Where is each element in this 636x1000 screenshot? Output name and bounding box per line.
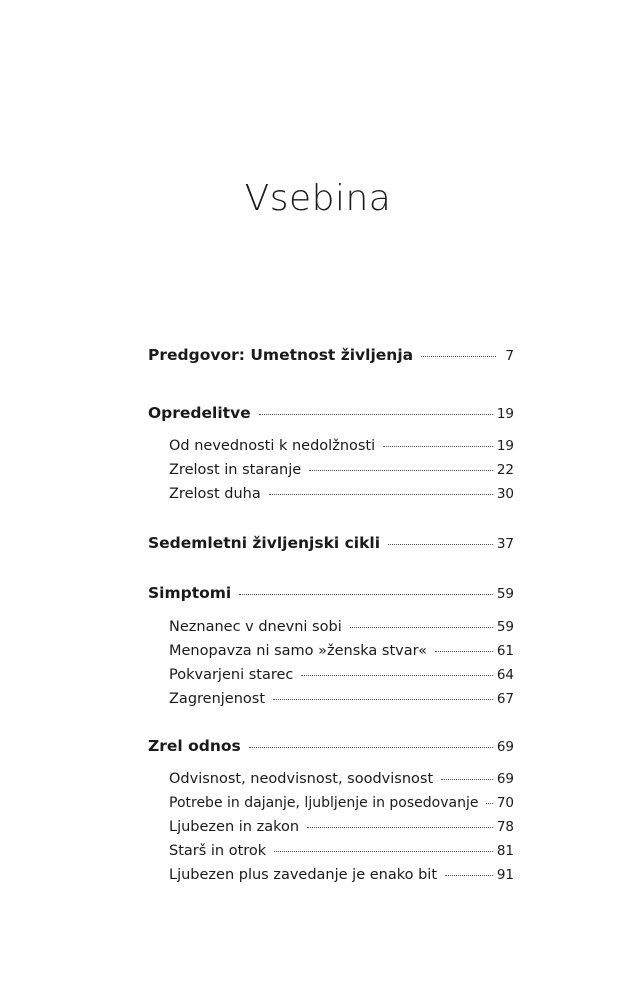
toc-section-label: Simptomi bbox=[148, 584, 232, 602]
toc-page-number: 19 bbox=[496, 438, 514, 454]
toc-section-label: Opredelitve bbox=[148, 404, 251, 422]
toc-item bbox=[169, 795, 514, 811]
toc-item-label: Starš in otrok bbox=[169, 843, 267, 859]
dot-leader bbox=[273, 699, 493, 700]
dot-leader bbox=[383, 446, 493, 447]
toc-section-opredelitve bbox=[148, 404, 514, 422]
toc-section-label: Zrel odnos bbox=[148, 737, 241, 755]
toc-item bbox=[169, 691, 514, 707]
toc-section-label: Predgovor: Umetnost življenja bbox=[148, 346, 414, 364]
dot-leader bbox=[435, 651, 493, 652]
toc-page-number: 78 bbox=[496, 819, 514, 835]
dot-leader bbox=[441, 779, 493, 780]
toc-item-label: Zrelost in staranje bbox=[169, 462, 302, 478]
dot-leader bbox=[269, 494, 493, 495]
toc-page-number: 37 bbox=[496, 536, 514, 552]
toc-item bbox=[169, 819, 514, 835]
toc-item-label: Pokvarjeni starec bbox=[169, 667, 294, 683]
dot-leader bbox=[445, 875, 493, 876]
toc-section-predgovor bbox=[148, 346, 514, 364]
toc-page-number: 59 bbox=[496, 586, 514, 602]
toc-section-simptomi bbox=[148, 584, 514, 602]
page-title: Vsebina bbox=[244, 178, 392, 219]
toc-item-label: Potrebe in dajanje, ljubljenje in posedovanje bbox=[169, 795, 479, 811]
toc-page-number: 61 bbox=[496, 643, 514, 659]
toc-page-number: 30 bbox=[496, 486, 514, 502]
dot-leader bbox=[301, 675, 492, 676]
toc-page-number: 64 bbox=[496, 667, 514, 683]
toc-page-number: 81 bbox=[496, 843, 514, 859]
toc-item-label: Zrelost duha bbox=[169, 486, 261, 502]
toc-item bbox=[169, 619, 514, 635]
toc-page-number: 22 bbox=[496, 462, 514, 478]
dot-leader bbox=[388, 544, 493, 545]
toc-page-number: 19 bbox=[496, 406, 514, 422]
toc-item bbox=[169, 643, 514, 659]
toc-page-number: 67 bbox=[496, 691, 514, 707]
toc-page-number: 70 bbox=[496, 795, 514, 811]
toc-item-label: Zagrenjenost bbox=[169, 691, 266, 707]
toc-page-number: 7 bbox=[505, 348, 514, 364]
toc-item bbox=[169, 438, 514, 454]
toc-item bbox=[169, 867, 514, 883]
dot-leader bbox=[309, 470, 493, 471]
dot-leader bbox=[307, 827, 493, 828]
toc-item bbox=[169, 771, 514, 787]
toc-section-sedemletni bbox=[148, 534, 514, 552]
toc-item-label: Menopavza ni samo »ženska stvar« bbox=[169, 643, 427, 659]
toc-item-label: Odvisnost, neodvisnost, soodvisnost bbox=[169, 771, 434, 787]
toc-page-number: 69 bbox=[496, 771, 514, 787]
toc-item-label: Neznanec v dnevni sobi bbox=[169, 619, 342, 635]
dot-leader bbox=[486, 803, 492, 804]
toc-item bbox=[169, 486, 514, 502]
toc-item bbox=[169, 462, 514, 478]
toc-item-label: Ljubezen in zakon bbox=[169, 819, 300, 835]
toc-item-label: Ljubezen plus zavedanje je enako bit bbox=[169, 867, 438, 883]
dot-leader bbox=[350, 627, 493, 628]
toc-item bbox=[169, 843, 514, 859]
toc-section-label: Sedemletni življenjski cikli bbox=[148, 534, 381, 552]
toc-item-label: Od nevednosti k nedolžnosti bbox=[169, 438, 376, 454]
toc-page-number: 59 bbox=[496, 619, 514, 635]
dot-leader bbox=[259, 414, 493, 415]
dot-leader bbox=[274, 851, 493, 852]
toc-page-number: 91 bbox=[496, 867, 514, 883]
dot-leader bbox=[421, 356, 496, 357]
dot-leader bbox=[239, 594, 493, 595]
toc-section-zrel-odnos bbox=[148, 737, 514, 755]
toc-item bbox=[169, 667, 514, 683]
toc-page-number: 69 bbox=[496, 739, 514, 755]
dot-leader bbox=[249, 747, 493, 748]
